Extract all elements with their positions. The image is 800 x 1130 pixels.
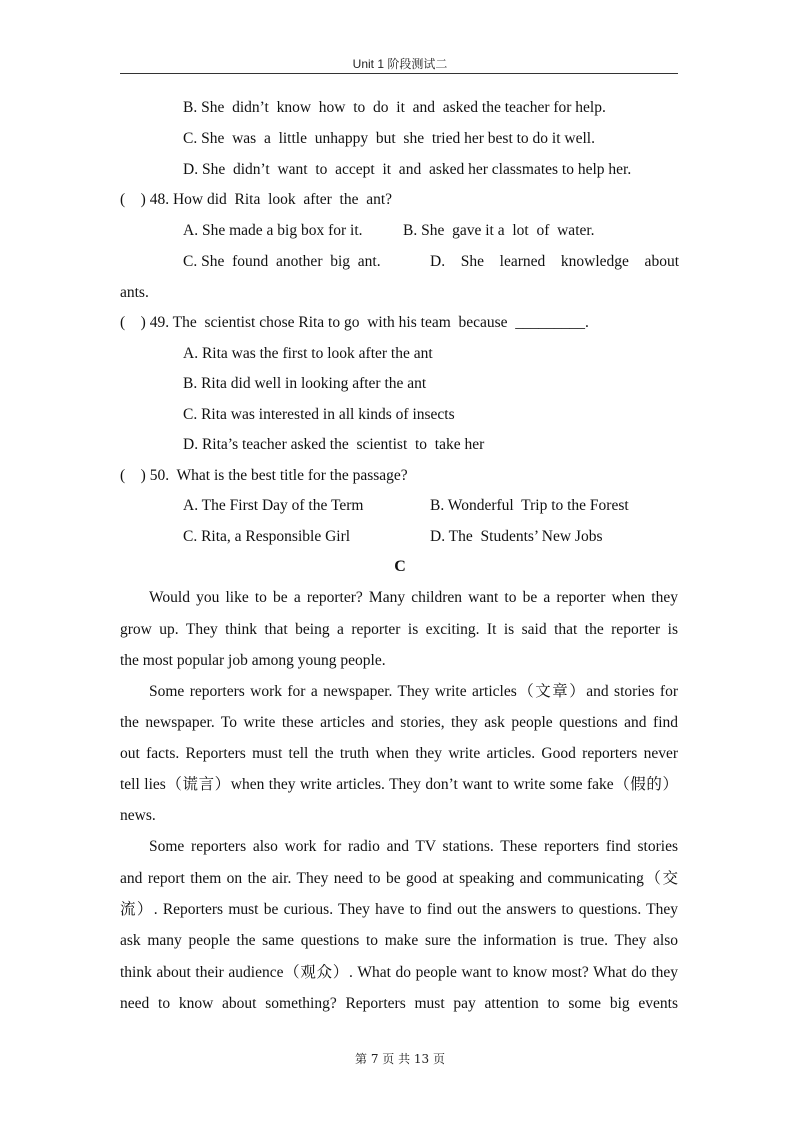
passage-line: grow up. They think that being a reporter is exciting. It is said that the reporter is: [120, 621, 678, 638]
passage-line: 流）. Reporters must be curious. They have to find out the answers to questions. They: [120, 901, 678, 918]
q49-option-c: C. Rita was interested in all kinds of insects: [183, 406, 455, 423]
q47-option-c: C. She was a little unhappy but she tried her best to do it well.: [183, 130, 595, 147]
passage-line: ask many people the same questions to make sure the information is true. They also: [120, 932, 678, 949]
passage-line: and report them on the air. They need to be good at speaking and communicating（交: [120, 870, 678, 887]
q49-stem: ( ) 49. The scientist chose Rita to go with his team because _________.: [120, 314, 589, 331]
section-heading: C: [394, 558, 406, 575]
q47-option-d: D. She didn’t want to accept it and asked her classmates to help her.: [183, 161, 632, 178]
passage-line: the most popular job among young people.: [120, 652, 386, 669]
q48-stem: ( ) 48. How did Rita look after the ant?: [120, 191, 393, 208]
header-divider: [120, 73, 678, 74]
q48-option-b: B. She gave it a lot of water.: [403, 222, 595, 239]
q48-option-a: A. She made a big box for it.: [183, 222, 363, 239]
passage-line: need to know about something? Reporters must pay attention to some big events: [120, 995, 678, 1012]
page-footer: 第 7 页 共 13 页: [355, 1052, 445, 1066]
passage-line: the newspaper. To write these articles and stories, they ask people questions and find: [120, 714, 678, 731]
passage-line: news.: [120, 807, 156, 824]
q50-stem: ( ) 50. What is the best title for the passage?: [120, 467, 408, 484]
q49-option-a: A. Rita was the first to look after the ant: [183, 345, 433, 362]
passage-line: tell lies（谎言）when they write articles. They don’t want to write some fake（假的）: [120, 776, 678, 793]
q48-option-d-wrap: ants.: [120, 284, 149, 301]
q50-option-d: D. The Students’ New Jobs: [430, 528, 603, 545]
passage-line: think about their audience（观众）. What do people want to know most? What do they: [120, 964, 678, 981]
q49-option-b: B. Rita did well in looking after the ant: [183, 375, 427, 392]
q48-option-d: D. She learned knowledge about: [430, 253, 679, 270]
passage-line: out facts. Reporters must tell the truth when they write articles. Good reporters never: [120, 745, 678, 762]
q50-option-a: A. The First Day of the Term: [183, 497, 364, 514]
q47-option-b: B. She didn’t know how to do it and asked the teacher for help.: [183, 99, 606, 116]
passage-line: Would you like to be a reporter? Many children want to be a reporter when they: [149, 589, 678, 606]
q49-option-d: D. Rita’s teacher asked the scientist to take her: [183, 436, 485, 453]
q48-option-c: C. She found another big ant.: [183, 253, 381, 270]
passage-line: Some reporters work for a newspaper. They write articles（文章）and stories for: [149, 683, 678, 700]
q50-option-b: B. Wonderful Trip to the Forest: [430, 497, 629, 514]
passage-line: Some reporters also work for radio and TV stations. These reporters find stories: [149, 838, 678, 855]
page-header: Unit 1 阶段测试二: [352, 57, 448, 71]
q50-option-c: C. Rita, a Responsible Girl: [183, 528, 351, 545]
